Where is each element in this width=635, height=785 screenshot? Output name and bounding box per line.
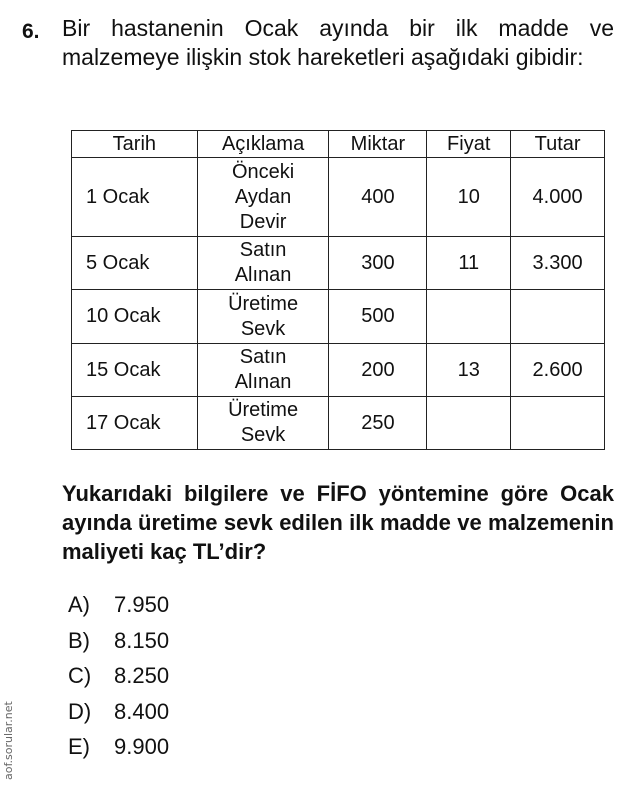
cell-date: 17 Ocak <box>72 397 198 450</box>
table-header-row <box>72 131 605 158</box>
cell-description: Satın Alınan <box>197 237 329 290</box>
cell-total: 2.600 <box>511 344 605 397</box>
cell-total: 4.000 <box>511 158 605 237</box>
cell-date: 5 Ocak <box>72 237 198 290</box>
cell-price <box>427 397 511 450</box>
option-value: 7.950 <box>114 592 170 617</box>
header-price: Fiyat <box>427 131 511 158</box>
option-letter: B) <box>68 627 90 653</box>
answer-option-a[interactable] <box>68 590 169 626</box>
cell-description: Üretime Sevk <box>197 290 329 344</box>
header-total: Tutar <box>511 131 605 158</box>
cell-price: 13 <box>427 344 511 397</box>
answer-option-c[interactable] <box>68 661 169 697</box>
question-number: 6. <box>22 20 40 43</box>
cell-date: 1 Ocak <box>72 158 198 237</box>
table-row <box>72 237 605 290</box>
table-row <box>72 397 605 450</box>
cell-total <box>511 397 605 450</box>
side-watermark: aof.sorular.net <box>2 701 15 780</box>
table-row <box>72 344 605 397</box>
cell-date: 15 Ocak <box>72 344 198 397</box>
cell-total: 3.300 <box>511 237 605 290</box>
cell-price <box>427 290 511 344</box>
cell-date: 10 Ocak <box>72 290 198 344</box>
option-value: 9.900 <box>114 734 170 759</box>
option-letter: E) <box>68 734 90 759</box>
cell-quantity: 300 <box>329 237 427 290</box>
option-letter: C) <box>68 663 92 688</box>
cell-description: Satın Alınan <box>197 344 329 397</box>
option-value: 8.250 <box>114 663 170 688</box>
question-prompt: Yukarıdaki bilgilere ve FİFO yöntemine göre Ocak ayında üretime sevk edilen ilk madde ve malzemenin maliyeti kaç TL’dir? <box>62 481 614 564</box>
cell-description: Üretime Sevk <box>197 397 329 450</box>
cell-price: 11 <box>427 237 511 290</box>
answer-option-e[interactable] <box>68 732 169 768</box>
cell-price: 10 <box>427 158 511 237</box>
header-quantity: Miktar <box>329 131 427 158</box>
header-description: Açıklama <box>197 131 329 158</box>
table-row <box>72 158 605 237</box>
cell-description: Önceki Aydan Devir <box>197 158 329 237</box>
stock-movements-table <box>71 130 605 450</box>
header-date: Tarih <box>72 131 198 158</box>
answer-options <box>68 590 169 768</box>
option-letter: A) <box>68 592 90 617</box>
option-letter: D) <box>68 698 92 724</box>
option-value: 8.400 <box>114 698 170 724</box>
cell-total <box>511 290 605 344</box>
answer-option-d[interactable] <box>68 697 169 733</box>
cell-quantity: 400 <box>329 158 427 237</box>
cell-quantity: 200 <box>329 344 427 397</box>
cell-quantity: 250 <box>329 397 427 450</box>
option-value: 8.150 <box>114 627 170 653</box>
answer-option-b[interactable] <box>68 626 169 662</box>
question-stem: Bir hastanenin Ocak ayında bir ilk madde ve malzemeye ilişkin stok hareketleri aşağıdaki gibidir: <box>62 15 614 70</box>
table-row <box>72 290 605 344</box>
cell-quantity: 500 <box>329 290 427 344</box>
